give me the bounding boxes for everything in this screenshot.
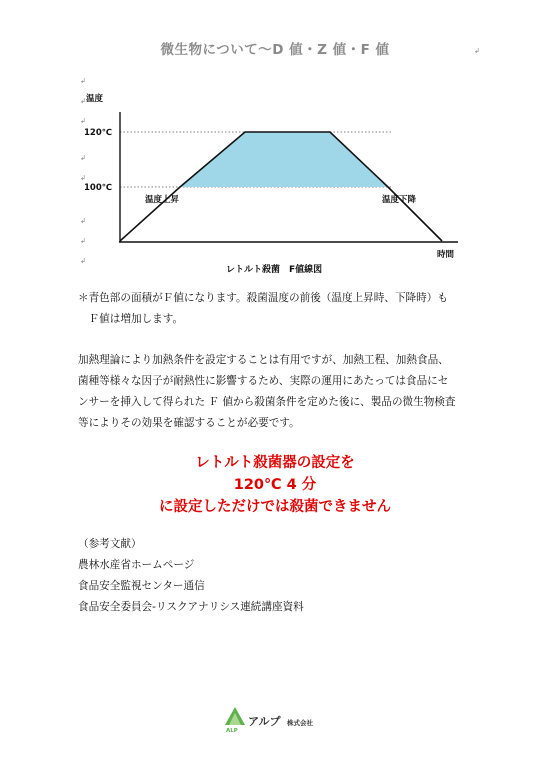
paragraph-mark: ↲ xyxy=(80,97,86,105)
paragraph-mark: ↲ xyxy=(80,117,86,125)
note-line: ＊青色部の面積がＦ値になります。殺菌温度の前後（温度上昇時、下降時）も xyxy=(78,292,448,304)
references-heading: （参考文献） xyxy=(78,538,142,550)
paragraph-mark: ↲ xyxy=(80,77,86,85)
warning-line: に設定しただけでは殺菌できません xyxy=(159,499,391,515)
paragraph-line: ンサーを挿入して得られた Ｆ 値から殺菌条件を定めた後に、製品の微生物検査 xyxy=(78,396,456,408)
note-line: Ｆ値は増加します。 xyxy=(78,313,184,325)
annotation-rise: 温度上昇 xyxy=(145,195,180,205)
annotation-fall: 温度下降 xyxy=(382,195,417,205)
paragraph-mark: ↲ xyxy=(80,237,86,245)
y-axis-label: 温度 xyxy=(86,94,104,104)
logo-abbr: ALP xyxy=(226,728,238,733)
body-paragraph xyxy=(78,350,488,434)
reference-item: 食品安全委員会-リスクアナリシス連続講座資料 xyxy=(78,601,304,613)
paragraph-mark: ↲ xyxy=(80,217,86,225)
company-logo xyxy=(224,705,344,739)
paragraph-line: 等によりその効果を確認することが必要です。 xyxy=(78,417,300,429)
warning-text xyxy=(0,452,550,518)
page-title: 微生物について～D 値・Z 値・F 値 xyxy=(160,42,390,58)
f-value-area xyxy=(180,132,388,187)
chart-title: レトルト殺菌 F値線図 xyxy=(226,265,323,275)
warning-line: 120℃ 4 分 xyxy=(233,477,317,493)
logo-suffix: 株式会社 xyxy=(287,719,313,727)
y-tick-120: 120℃ xyxy=(84,128,113,138)
paragraph-mark: ↲ xyxy=(474,47,480,55)
paragraph-mark: ↲ xyxy=(80,154,86,162)
x-axis-label: 時間 xyxy=(437,250,455,260)
paragraph-line: 菌種等様々な因子が耐熱性に影響するため、実際の運用にあたっては食品にセ xyxy=(78,375,449,387)
chart-note xyxy=(78,288,478,330)
reference-item: 農林水産省ホームページ xyxy=(78,559,195,571)
f-value-chart xyxy=(0,0,550,290)
mountain-icon xyxy=(224,705,246,733)
warning-line: レトルト殺菌器の設定を xyxy=(195,455,355,471)
paragraph-line: 加熱理論により加熱条件を設定することは有用ですが、加熱工程、加熱食品、 xyxy=(78,354,449,366)
paragraph-mark: ↲ xyxy=(80,174,86,182)
references xyxy=(78,534,304,618)
paragraph-mark: ↲ xyxy=(80,257,86,265)
logo-name: アルプ xyxy=(248,715,281,728)
reference-item: 食品安全監視センター通信 xyxy=(78,580,205,592)
y-tick-100: 100℃ xyxy=(84,183,113,193)
